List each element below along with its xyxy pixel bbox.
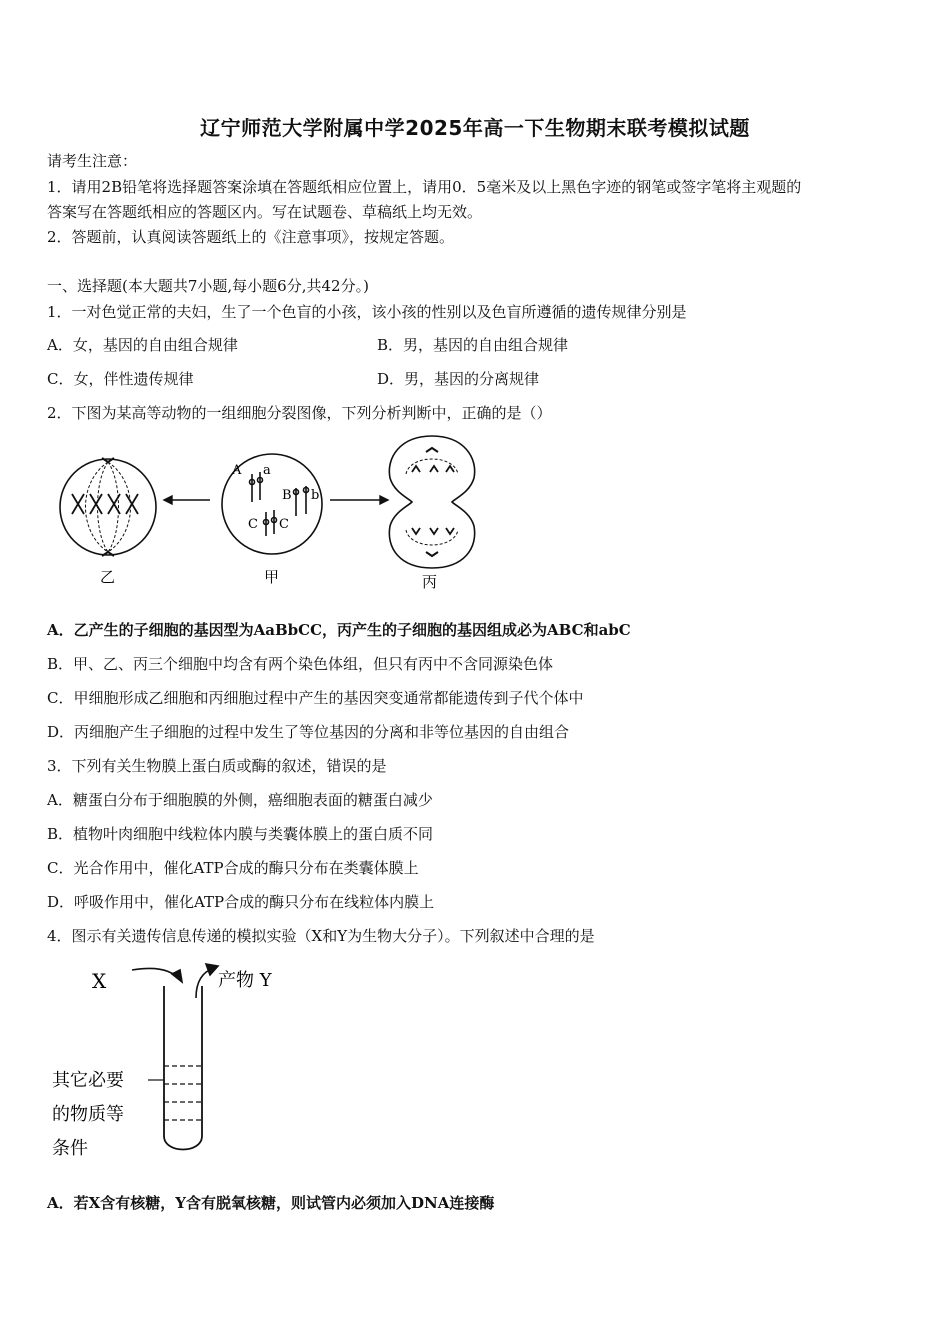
arrow-to-bing	[330, 496, 388, 504]
arrow-to-yi	[164, 496, 210, 504]
gene-c-left: C	[248, 517, 258, 532]
question-3-stem: 3．下列有关生物膜上蛋白质或酶的叙述，错误的是	[47, 757, 387, 775]
label-x: X	[92, 969, 107, 993]
question-4-stem: 4．图示有关遗传信息传递的模拟实验（X和Y为生物大分子）。下列叙述中合理的是	[47, 927, 595, 945]
label-other-2: 的物质等	[52, 1104, 124, 1125]
question-1-option-d: D．男，基因的分离规律	[377, 370, 540, 388]
input-arrow	[132, 968, 182, 982]
question-3-option-a: A．糖蛋白分布于细胞膜的外侧，癌细胞表面的糖蛋白减少	[47, 791, 433, 809]
output-arrow	[196, 964, 218, 998]
gene-a-lower: a	[263, 463, 271, 478]
question-2-option-a: A．乙产生的子细胞的基因型为AaBbCC，丙产生的子细胞的基因组成必为ABC和abC	[47, 621, 631, 639]
question-2-option-c: C．甲细胞形成乙细胞和丙细胞过程中产生的基因突变通常都能遗传到子代个体中	[47, 689, 584, 707]
cell-bing	[389, 436, 474, 568]
test-tube-figure	[46, 958, 306, 1168]
question-1-option-a: A．女，基因的自由组合规律	[47, 336, 238, 354]
cell-yi	[60, 458, 156, 556]
notice-heading: 请考生注意：	[47, 152, 138, 170]
notice-item-2: 2．答题前，认真阅读答题纸上的《注意事项》，按规定答题。	[47, 228, 455, 246]
question-3-option-d: D．呼吸作用中，催化ATP合成的酶只分布在线粒体内膜上	[47, 893, 435, 911]
notice-item-1-line-1: 1．请用2B铅笔将选择题答案涂填在答题纸相应位置上，请用0．5毫米及以上黑色字迹的钢笔或签字笔将主观题的	[47, 178, 802, 196]
section-heading: 一、选择题(本大题共7小题,每小题6分,共42分。)	[47, 277, 369, 295]
label-jia: 甲	[264, 568, 280, 586]
page-title: 辽宁师范大学附属中学2025年高一下生物期末联考模拟试题	[200, 116, 750, 140]
question-1-stem: 1．一对色觉正常的夫妇，生了一个色盲的小孩，该小孩的性别以及色盲所遵循的遗传规律分别是	[47, 303, 687, 321]
question-3-option-b: B．植物叶肉细胞中线粒体内膜与类囊体膜上的蛋白质不同	[47, 825, 434, 843]
label-bing: 丙	[422, 573, 438, 591]
question-1-option-b: B．男，基因的自由组合规律	[377, 336, 569, 354]
question-2-option-d: D．丙细胞产生子细胞的过程中发生了等位基因的分离和非等位基因的自由组合	[47, 723, 570, 741]
label-other-3: 条件	[52, 1138, 88, 1159]
gene-b-upper: B	[282, 488, 292, 503]
question-4-option-a: A．若X含有核糖，Y含有脱氧核糖，则试管内必须加入DNA连接酶	[47, 1194, 495, 1212]
label-other-1: 其它必要	[52, 1070, 124, 1091]
cell-division-figure	[50, 432, 490, 592]
gene-b-lower: b	[311, 488, 320, 503]
question-2-option-b: B．甲、乙、丙三个细胞中均含有两个染色体组，但只有丙中不含同源染色体	[47, 655, 554, 673]
question-2-stem: 2．下图为某高等动物的一组细胞分裂图像，下列分析判断中，正确的是（）	[47, 404, 552, 422]
notice-item-1-line-2: 答案写在答题纸相应的答题区内。写在试题卷、草稿纸上均无效。	[47, 203, 483, 221]
test-tube	[148, 986, 202, 1150]
label-product-y: 产物 Y	[218, 970, 272, 991]
gene-c-right: C	[279, 517, 289, 532]
label-yi: 乙	[100, 568, 116, 586]
question-1-option-c: C．女，伴性遗传规律	[47, 370, 194, 388]
gene-a-upper: A	[232, 463, 242, 478]
question-3-option-c: C．光合作用中，催化ATP合成的酶只分布在类囊体膜上	[47, 859, 419, 877]
